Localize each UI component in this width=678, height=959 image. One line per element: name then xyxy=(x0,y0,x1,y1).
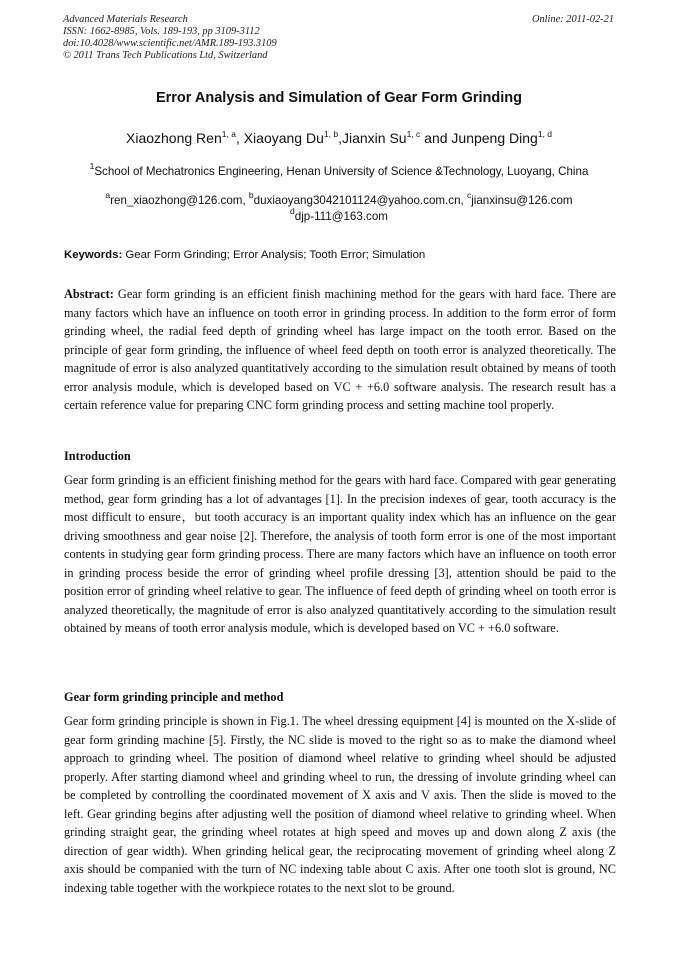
author-superscript: 1, c xyxy=(406,129,421,139)
copyright-line: © 2011 Trans Tech Publications Ltd, Switzerland xyxy=(63,50,268,61)
author-name: Junpeng Ding xyxy=(451,130,538,146)
abstract-text: Gear form grinding is an efficient finish machining method for the gears with hard face. There are many factors which have an influence on tooth error in grinding process. In addition to the form error of form grinding wheel, the radial feed depth of grinding wheel has large impact on the tooth error. Based on the principle of gear form grinding, the influence of wheel feed depth on tooth error is analyzed theoretically. The magnitude of error is also analyzed quantitatively according to the simulation result obtained by means of tooth error analysis module, which is developed based on VC + +6.0 software analysis. The research result has a certain reference value for preparing CNC form grinding process and setting machine tool properly. xyxy=(64,287,616,412)
doi-line[interactable]: doi:10.4028/www.scientific.net/AMR.189-193.3109 xyxy=(63,38,277,49)
email-line xyxy=(0,206,678,225)
section-heading-principle: Gear form grinding principle and method xyxy=(64,690,284,704)
abstract xyxy=(64,285,616,415)
email-b[interactable]: duxiaoyang3042101124@yahoo.com.cn, xyxy=(253,194,467,207)
author-separator: , xyxy=(235,130,244,146)
affiliation-superscript: 1 xyxy=(89,161,95,171)
journal-header xyxy=(63,14,277,62)
author-name: Xiaoyang Du xyxy=(243,130,324,146)
email-superscript: a xyxy=(105,190,111,200)
online-date: Online: 2011-02-21 xyxy=(531,14,614,25)
author-name: Xiaozhong Ren xyxy=(126,130,222,146)
author-separator: , xyxy=(338,130,342,146)
author-superscript: 1, b xyxy=(323,129,339,139)
email-superscript: c xyxy=(466,190,472,200)
email-a[interactable]: ren_xiaozhong@126.com, xyxy=(110,194,249,207)
principle-paragraph: Gear form grinding principle is shown in Fig.1. The wheel dressing equipment [4] is mounted on the X-slide of gear form grinding machine [5]. Firstly, the NC slide is moved to the right so as to make the diamond wheel approach to grinding wheel. The position of diamond wheel relative to grinding wheel should be adjusted properly. After starting diamond wheel and grinding wheel to run, the dressing of involute grinding wheel can be completed by controlling the coordinated movement of X axis and V axis. Then the slide is moved to the left. Gear grinding begins after adjusting well the position of diamond wheel relative to grinding wheel. When grinding straight gear, the grinding wheel rotates at high speed and moves up and down along Z axis (the direction of gear width). When grinding helical gear, the reciprocating movement of grinding wheel along Z axis should be companied with the turn of NC indexing table about C axis. After one tooth slot is ground, NC indexing table together with the workpiece rotates to the next slot to be ground. xyxy=(64,714,616,895)
author-superscript: 1, a xyxy=(221,129,236,139)
affiliation-text: School of Mechatronics Engineering, Henan University of Science &Technology, Luoyang, China xyxy=(94,165,589,178)
abstract-label: Abstract: xyxy=(64,287,114,301)
email-superscript: d xyxy=(290,206,295,216)
author-list xyxy=(0,130,678,146)
keywords xyxy=(64,249,616,261)
author-emails xyxy=(0,190,678,225)
author-superscript: 1, d xyxy=(537,129,552,139)
author-name: Jianxin Su xyxy=(341,130,407,146)
affiliation xyxy=(0,161,678,178)
section-heading-introduction: Introduction xyxy=(64,449,131,463)
email-c[interactable]: jianxinsu@126.com xyxy=(471,194,573,207)
issn-line: ISSN: 1662-8985, Vols. 189-193, pp 3109-3112 xyxy=(63,26,260,37)
introduction-paragraph: Gear form grinding is an efficient finishing method for the gears with hard face. Compared with gear generating method, gear form grinding has a lot of advantages [1]. In the precision indexes of gear, tooth accuracy is the most difficult to ensure，but tooth accuracy is an important quality index which has an influence on the gear driving smoothness and gear noise [2]. Therefore, the analysis of tooth form error is one of the most important contents in studying gear form grinding process. There are many factors which have an influence on tooth error in grinding process beside the error of grinding wheel profile dressing [3], attention should be paid to the position error of grinding wheel relative to gear. The influence of feed depth of grinding wheel on tooth error is analyzed theoretically, the magnitude of error is also analyzed quantitatively according to the simulation result obtained by means of tooth error analysis module, which is developed based on VC + +6.0 software. xyxy=(64,473,616,635)
journal-name: Advanced Materials Research xyxy=(63,14,188,25)
email-superscript: b xyxy=(248,190,254,200)
paper-title: Error Analysis and Simulation of Gear Form Grinding xyxy=(155,90,523,106)
author-separator: and xyxy=(420,130,452,146)
email-line xyxy=(0,190,678,209)
keywords-label: Keywords: xyxy=(64,249,123,261)
keywords-text: Gear Form Grinding; Error Analysis; Tooth Error; Simulation xyxy=(122,249,426,261)
email-d[interactable]: djp-111@163.com xyxy=(294,210,388,223)
